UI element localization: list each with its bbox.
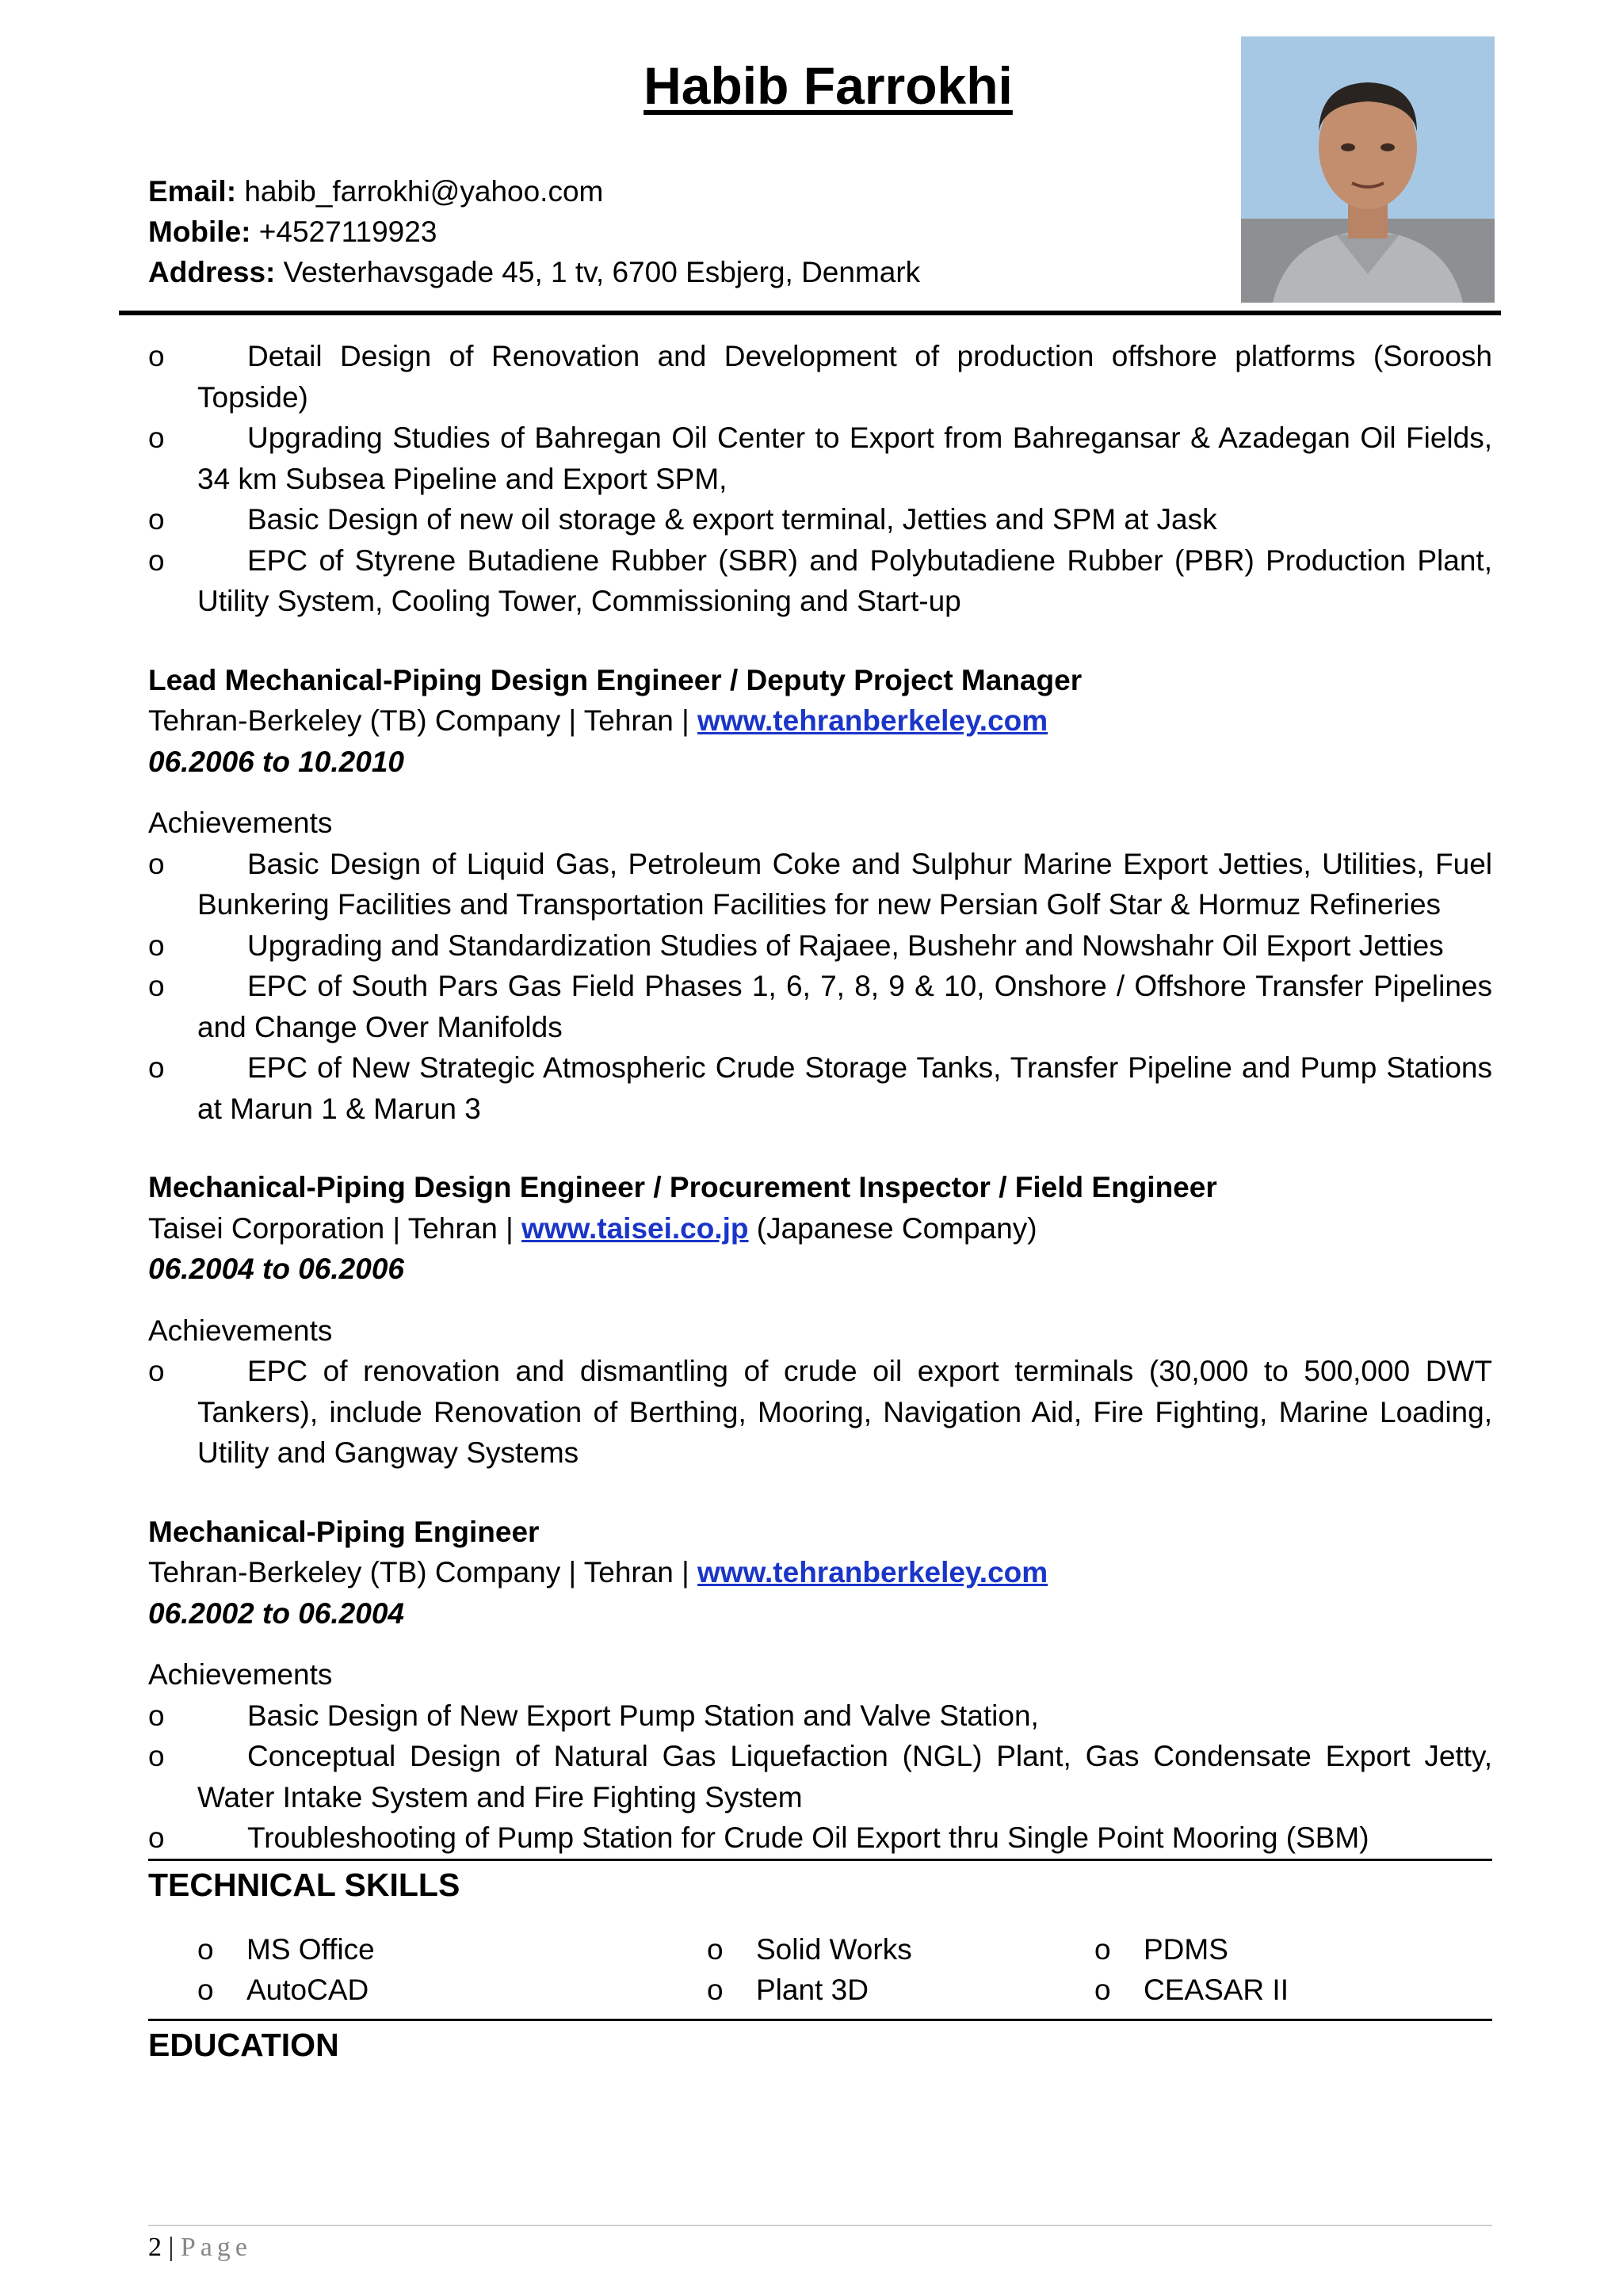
list-item-text: EPC of New Strategic Atmospheric Crude Storage Tanks, Transfer Pipeline and Pump Stations at Marun 1 & Marun 3 — [197, 1051, 1492, 1125]
mobile-line — [148, 212, 920, 252]
list-item — [148, 540, 1492, 622]
skill-text: MS Office — [246, 1932, 375, 1966]
list-item — [148, 844, 1492, 925]
list-item-text: EPC of renovation and dismantling of crude oil export terminals (30,000 to 500,000 DWT Tankers), include Renovation of Berthing, Mooring, Navigation Aid, Fire Fighting, Marine Loading, Utility and Gangway Systems — [197, 1355, 1492, 1469]
email-label: Email: — [148, 175, 237, 208]
technical-skills-heading: TECHNICAL SKILLS — [148, 1866, 460, 1903]
list-item — [148, 336, 1492, 418]
job-company — [148, 1208, 1492, 1249]
list-item — [148, 966, 1492, 1047]
bullet-marker: o — [1094, 1932, 1111, 1966]
company-text: Tehran-Berkeley (TB) Company | Tehran | — [148, 704, 698, 737]
list-item — [148, 1695, 1492, 1737]
bullet-marker: o — [197, 1932, 214, 1966]
skill-item — [1094, 1970, 1491, 2011]
list-item — [148, 418, 1492, 499]
bullet-marker: o — [707, 1974, 724, 2006]
bullet-marker: o — [148, 543, 165, 577]
job-company — [148, 1552, 1492, 1593]
list-item-text: Conceptual Design of Natural Gas Liquefaction (NGL) Plant, Gas Condensate Export Jetty, Water Intake System and Fire Fighting System — [197, 1740, 1492, 1814]
job-entry — [148, 1167, 1492, 1474]
skill-item — [707, 1929, 1094, 1970]
job-title: Mechanical-Piping Design Engineer / Procurement Inspector / Field Engineer — [148, 1171, 1217, 1203]
list-item-text: EPC of Styrene Butadiene Rubber (SBR) and Polybutadiene Rubber (PBR) Production Plant, Utility System, Cooling Tower, Commissioning and Start-up — [197, 543, 1492, 617]
address-label: Address: — [148, 256, 276, 288]
top-achievement-list — [148, 336, 1492, 622]
address-line — [148, 252, 920, 292]
mobile-label: Mobile: — [148, 215, 251, 248]
list-item-text: Upgrading and Standardization Studies of Rajaee, Bushehr and Nowshahr Oil Export Jetties — [247, 929, 1444, 962]
education-heading: EDUCATION — [148, 2026, 339, 2063]
bullet-marker: o — [148, 1355, 165, 1387]
bullet-marker: o — [148, 1821, 165, 1854]
job-entry — [148, 660, 1492, 1130]
skills-grid — [148, 1929, 1492, 2011]
bullet-marker: o — [148, 340, 165, 372]
job-company — [148, 700, 1492, 742]
bullet-marker: o — [148, 1740, 165, 1772]
job-dates: 06.2006 to 10.2010 — [148, 745, 404, 778]
skills-column — [197, 1929, 707, 2011]
company-link[interactable]: www.tehranberkeley.com — [697, 1556, 1048, 1589]
list-item — [148, 1817, 1492, 1859]
list-item — [148, 499, 1492, 540]
list-item — [148, 1736, 1492, 1817]
footer-divider — [148, 2225, 1492, 2226]
achievements-label: Achievements — [148, 1658, 333, 1691]
company-note: (Japanese Company) — [748, 1211, 1037, 1245]
skill-text: PDMS — [1144, 1932, 1228, 1966]
bullet-marker: o — [148, 421, 165, 454]
list-item-text: EPC of South Pars Gas Field Phases 1, 6, 7, 8, 9 & 10, Onshore / Offshore Transfer Pipelines and Change Over Manifolds — [197, 970, 1492, 1043]
skill-item — [1094, 1929, 1491, 1970]
bullet-marker: o — [148, 503, 165, 536]
skill-text: CEASAR II — [1144, 1974, 1289, 2006]
page-footer — [148, 2233, 252, 2263]
company-text: Taisei Corporation | Tehran | — [148, 1211, 522, 1245]
resume-body — [148, 336, 1492, 2069]
bullet-marker: o — [148, 970, 165, 1002]
company-link[interactable]: www.taisei.co.jp — [521, 1211, 749, 1245]
list-item-text: Troubleshooting of Pump Station for Crude Oil Export thru Single Point Mooring (SBM) — [247, 1821, 1369, 1854]
company-text: Tehran-Berkeley (TB) Company | Tehran | — [148, 1556, 698, 1589]
list-item — [148, 925, 1492, 967]
company-link[interactable]: www.tehranberkeley.com — [697, 704, 1048, 737]
skill-item — [197, 1970, 707, 2011]
job-dates: 06.2002 to 06.2004 — [148, 1596, 404, 1630]
list-item-text: Basic Design of new oil storage & export terminal, Jetties and SPM at Jask — [247, 503, 1217, 536]
achievements-label: Achievements — [148, 807, 333, 839]
page-number: 2 — [148, 2233, 162, 2262]
contact-info — [148, 171, 920, 292]
achievements-label: Achievements — [148, 1314, 333, 1347]
bullet-marker: o — [148, 847, 165, 880]
list-item-text: Detail Design of Renovation and Development of production offshore platforms (Soroosh Topside) — [197, 340, 1492, 414]
skill-text: AutoCAD — [246, 1974, 369, 2006]
bullet-marker: o — [707, 1932, 724, 1966]
job-dates: 06.2004 to 06.2006 — [148, 1253, 404, 1285]
list-item — [148, 1351, 1492, 1474]
email-line — [148, 171, 920, 212]
mobile-value: +4527119923 — [258, 215, 437, 248]
job-entry — [148, 1512, 1492, 1859]
skill-text: Solid Works — [756, 1932, 912, 1966]
portrait-image — [1241, 36, 1495, 303]
email-value[interactable]: habib_farrokhi@yahoo.com — [244, 175, 604, 208]
bullet-marker: o — [148, 929, 165, 962]
bullet-marker: o — [148, 1051, 165, 1084]
address-value: Vesterhavsgade 45, 1 tv, 6700 Esbjerg, Denmark — [283, 256, 921, 288]
bullet-marker: o — [1094, 1974, 1111, 2006]
skill-item — [707, 1970, 1094, 2011]
skills-column — [707, 1929, 1094, 2011]
job-title: Mechanical-Piping Engineer — [148, 1515, 540, 1548]
header-divider — [119, 311, 1501, 315]
skill-text: Plant 3D — [756, 1974, 869, 2006]
bullet-marker: o — [148, 1699, 165, 1732]
list-item — [148, 1047, 1492, 1129]
skill-item — [197, 1929, 707, 1970]
job-title: Lead Mechanical-Piping Design Engineer / Deputy Project Manager — [148, 663, 1083, 696]
skills-column — [1094, 1929, 1491, 2011]
bullet-marker: o — [197, 1974, 214, 2006]
list-item-text: Basic Design of New Export Pump Station and Valve Station, — [247, 1699, 1039, 1732]
profile-photo — [1241, 36, 1495, 303]
list-item-text: Upgrading Studies of Bahregan Oil Center to Export from Bahregansar & Azadegan Oil Fields, 34 km Subsea Pipeline and Export SPM, — [197, 421, 1492, 495]
candidate-name: Habib Farrokhi — [643, 56, 1013, 115]
footer-separator: | — [162, 2233, 181, 2262]
page-word: Page — [180, 2233, 252, 2262]
list-item-text: Basic Design of Liquid Gas, Petroleum Coke and Sulphur Marine Export Jetties, Utilities, Fuel Bunkering Facilities and Transportation Facilities for new Persian Golf Star & Hormuz Refineries — [197, 847, 1492, 921]
